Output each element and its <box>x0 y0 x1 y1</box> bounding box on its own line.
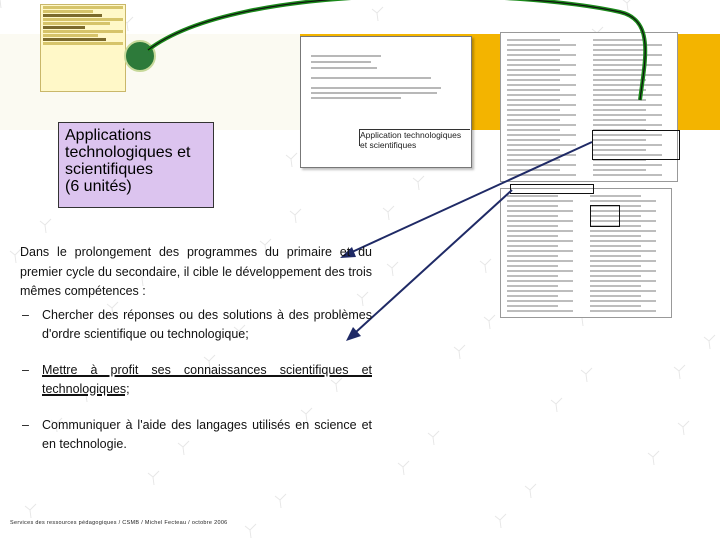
item-dash: – <box>22 362 29 377</box>
item-text: Mettre à profit ses connaissances scientifiques et technologiques; <box>42 362 372 396</box>
competency-item-1 <box>20 306 372 345</box>
item-dash: – <box>22 417 29 432</box>
competency-item-3 <box>20 416 372 455</box>
item-text: Communiquer à l'aide des langages utilisés en science et en technologie. <box>42 417 372 451</box>
connector-curve-green <box>148 0 645 100</box>
document-header: Application technologiques et scientifiques <box>359 129 470 146</box>
competencies-text <box>20 243 372 455</box>
connector-curve-dark <box>148 0 645 100</box>
highlight-subtitle: (6 unités) <box>65 178 132 195</box>
item-dash: – <box>22 307 29 322</box>
arrow-line-2 <box>356 190 512 332</box>
item-text: Chercher des réponses ou des solutions à des problèmes d'ordre scientifique ou technologique; <box>42 307 372 341</box>
footer-credit: Services des ressources pédagogiques / CSMB / Michel Fecteau / octobre 2006 <box>10 520 228 526</box>
arrow-line-1 <box>352 142 592 252</box>
highlight-title: Applications technologiques et scientifiques <box>65 127 191 178</box>
competency-item-2 <box>20 361 372 400</box>
intro-paragraph: Dans le prolongement des programmes du primaire et du premier cycle du secondaire, il cible le développement des trois mêmes compétences : <box>20 245 372 298</box>
